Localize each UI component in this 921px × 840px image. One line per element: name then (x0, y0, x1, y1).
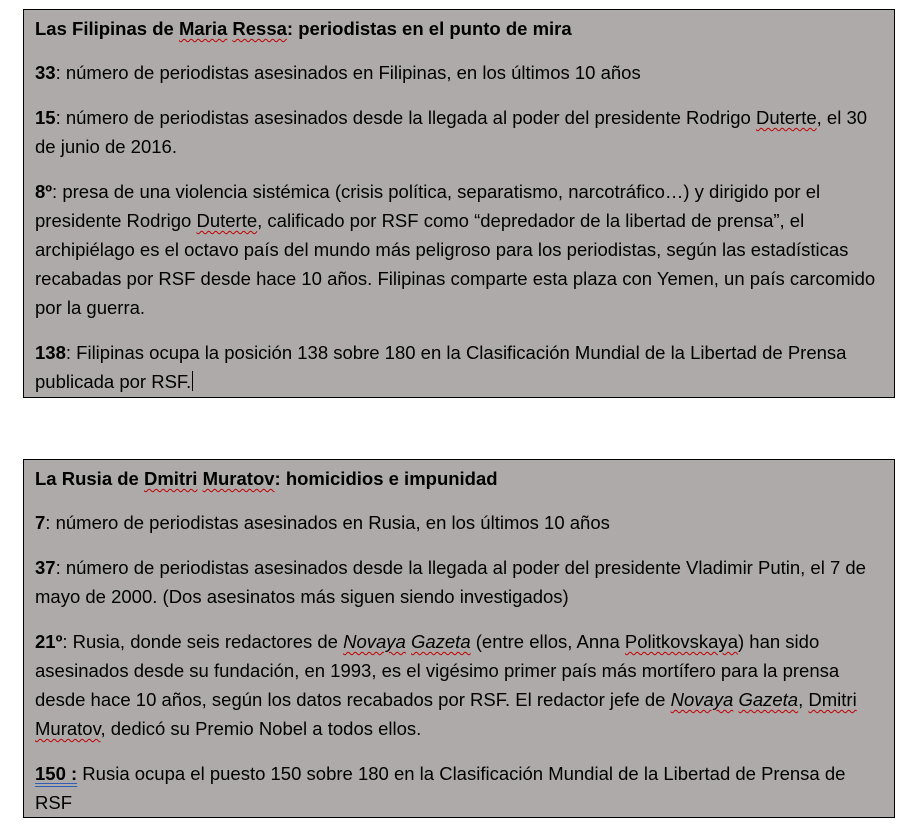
editor-name: Dmitri (808, 689, 857, 710)
stat-text: : número de periodistas asesinados en Rusia, en los últimos 10 años (45, 512, 610, 533)
stat-text: : Filipinas ocupa la posición 138 sobre 180 en la Clasificación Mundial de la Libertad de Prensa publicada por RSF. (35, 342, 847, 392)
russia-stat-150 (35, 759, 883, 817)
philippines-stat-138 (35, 338, 883, 396)
title-name-first: Maria (178, 18, 228, 39)
philippines-stat-15 (35, 103, 883, 161)
stat-text: ) han sido asesinados desde su fundación, en 1993, es el vigésimo primer país más mortífero para la prensa desde hace 10 años, según los datos recabados por RSF. El redactor jefe de (35, 631, 840, 710)
stat-text: (entre ellos, Anna (470, 631, 625, 652)
stat-text: : Rusia, donde seis redactores de (62, 631, 344, 652)
stat-text: Rusia ocupa el puesto 150 sobre 180 en la Clasificación Mundial de la Libertad de Prensa de RSF (35, 763, 846, 813)
title-name-last: Muratov (202, 468, 275, 489)
stat-number: 8º (35, 181, 53, 202)
russia-stat-21 (35, 627, 883, 743)
publication-name: Gazeta (738, 689, 799, 710)
title-text: La Rusia de (35, 468, 144, 489)
philippines-title (35, 16, 883, 42)
stat-number: 138 (35, 342, 66, 363)
stat-number: 33 (35, 62, 56, 83)
publication-name: Novaya (343, 631, 406, 652)
stat-text: , (798, 689, 809, 710)
stat-text-end: , dedicó su Premio Nobel a todos ellos. (100, 718, 422, 739)
russia-info-box (23, 459, 895, 818)
philippines-info-box (23, 9, 895, 398)
title-text: Las Filipinas de (35, 18, 179, 39)
stat-text-end: , el 30 de junio de 2016. (35, 107, 868, 157)
stat-number: 7 (35, 512, 46, 533)
philippines-stat-33 (35, 58, 883, 87)
text-cursor (192, 371, 193, 391)
stat-number: 21º (35, 631, 63, 652)
stat-text: : número de periodistas asesinados en Filipinas, en los últimos 10 años (55, 62, 641, 83)
stat-name: Duterte (196, 210, 258, 231)
publication-name: Novaya (670, 689, 734, 710)
russia-stat-37 (35, 553, 883, 611)
title-name-first: Dmitri (143, 468, 198, 489)
title-text-end: : homicidios e impunidad (274, 468, 498, 489)
editor-name: Muratov (35, 718, 101, 739)
stat-number: 37 (35, 557, 56, 578)
stat-text: : presa de una violencia sistémica (crisis política, separatismo, narcotráfico…) y dirigido por el presidente Rodrigo (35, 181, 821, 231)
russia-title (35, 466, 883, 492)
title-text-end: : periodistas en el punto de mira (286, 18, 572, 39)
stat-number: 15 (35, 107, 56, 128)
russia-stat-7 (35, 508, 883, 537)
philippines-stat-8 (35, 177, 883, 322)
publication-name: Gazeta (410, 631, 471, 652)
stat-text: : número de periodistas asesinados desde la llegada al poder del presidente Rodrigo (55, 107, 756, 128)
stat-text-end: , calificado por RSF como “depredador de la libertad de prensa”, el archipiélago es el octavo país del mundo más peligroso para los periodistas, según las estadísticas recabadas por RSF desde hace 10 años. Filipinas comparte esta plaza con Yemen, un país carcomido por la guerra. (35, 210, 876, 318)
journalist-name: Politkovskaya (624, 631, 738, 652)
stat-text: : número de periodistas asesinados desde la llegada al poder del presidente Vladimir Putin, el 7 de mayo de 2000. (Dos asesinatos más siguen siendo investigados) (35, 557, 866, 607)
stat-name: Duterte (755, 107, 817, 128)
stat-number: 150 : (35, 763, 78, 784)
title-name-last: Ressa (232, 18, 287, 39)
